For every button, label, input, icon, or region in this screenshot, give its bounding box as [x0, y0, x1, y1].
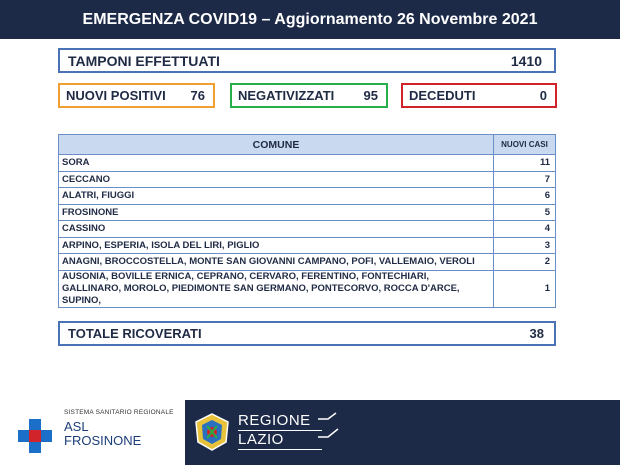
tamponi-value: 1410: [510, 52, 542, 69]
regione-logo-text: [238, 412, 322, 450]
table-row: [59, 188, 556, 205]
positivi-label: NUOVI POSITIVI: [66, 88, 166, 103]
tamponi-label: TAMPONI EFFETTUATI: [68, 52, 220, 69]
negativizzati-label: NEGATIVIZZATI: [238, 88, 335, 103]
totale-ricoverati-box: [58, 321, 556, 346]
header-bar: [0, 0, 620, 39]
casi-cell: 6: [494, 188, 556, 205]
regione-line1: REGIONE: [238, 412, 322, 431]
comune-header: COMUNE: [59, 135, 494, 155]
casi-cell: 3: [494, 237, 556, 254]
cross-icon: [18, 419, 52, 453]
ricoverati-label: TOTALE RICOVERATI: [68, 326, 202, 341]
table-row: [59, 254, 556, 271]
table-row: [59, 171, 556, 188]
comune-cell: ALATRI, FIUGGI: [59, 188, 494, 205]
deceduti-box: [401, 83, 557, 108]
regione-swoosh-icon: [318, 412, 378, 452]
regione-line2: LAZIO: [238, 431, 322, 450]
table-row: [59, 221, 556, 238]
asl-subtitle: SISTEMA SANITARIO REGIONALE: [64, 409, 174, 416]
comune-cell: ARPINO, ESPERIA, ISOLA DEL LIRI, PIGLIO: [59, 237, 494, 254]
lazio-emblem-icon: [194, 412, 230, 452]
cases-table: [58, 134, 556, 308]
asl-line1: ASL: [64, 419, 89, 434]
comune-cell: AUSONIA, BOVILLE ERNICA, CEPRANO, CERVARO, FERENTINO, FONTECHIARI, GALLINARO, MOROLO, PIEDIMONTE SAN GERMANO, PONTECORVO, ROCCA D'ARCE, SUPINO,: [59, 270, 494, 307]
table-row: [59, 237, 556, 254]
comune-cell: ANAGNI, BROCCOSTELLA, MONTE SAN GIOVANNI CAMPANO, POFI, VALLEMAIO, VEROLI: [59, 254, 494, 271]
casi-cell: 7: [494, 171, 556, 188]
comune-cell: FROSINONE: [59, 204, 494, 221]
negativizzati-box: [230, 83, 388, 108]
casi-cell: 2: [494, 254, 556, 271]
table-row: [59, 270, 556, 307]
table-row: [59, 204, 556, 221]
casi-cell: 11: [494, 155, 556, 172]
casi-cell: 4: [494, 221, 556, 238]
deceduti-label: DECEDUTI: [409, 88, 476, 103]
tamponi-box: [58, 48, 556, 73]
negativizzati-value: 95: [363, 88, 378, 103]
casi-cell: 5: [494, 204, 556, 221]
positivi-value: 76: [190, 88, 205, 103]
positivi-box: [58, 83, 215, 108]
page-title: EMERGENZA COVID19 – Aggiornamento 26 Novembre 2021: [82, 10, 538, 28]
comune-cell: SORA: [59, 155, 494, 172]
table-header-row: [59, 135, 556, 155]
ricoverati-value: 38: [529, 326, 544, 341]
comune-cell: CECCANO: [59, 171, 494, 188]
casi-cell: 1: [494, 270, 556, 307]
deceduti-value: 0: [539, 88, 547, 103]
table-row: [59, 155, 556, 172]
nuovi-casi-header: NUOVI CASI: [494, 135, 556, 155]
asl-line2: FROSINONE: [64, 433, 142, 448]
asl-logo-text: [64, 420, 141, 448]
comune-cell: CASSINO: [59, 221, 494, 238]
